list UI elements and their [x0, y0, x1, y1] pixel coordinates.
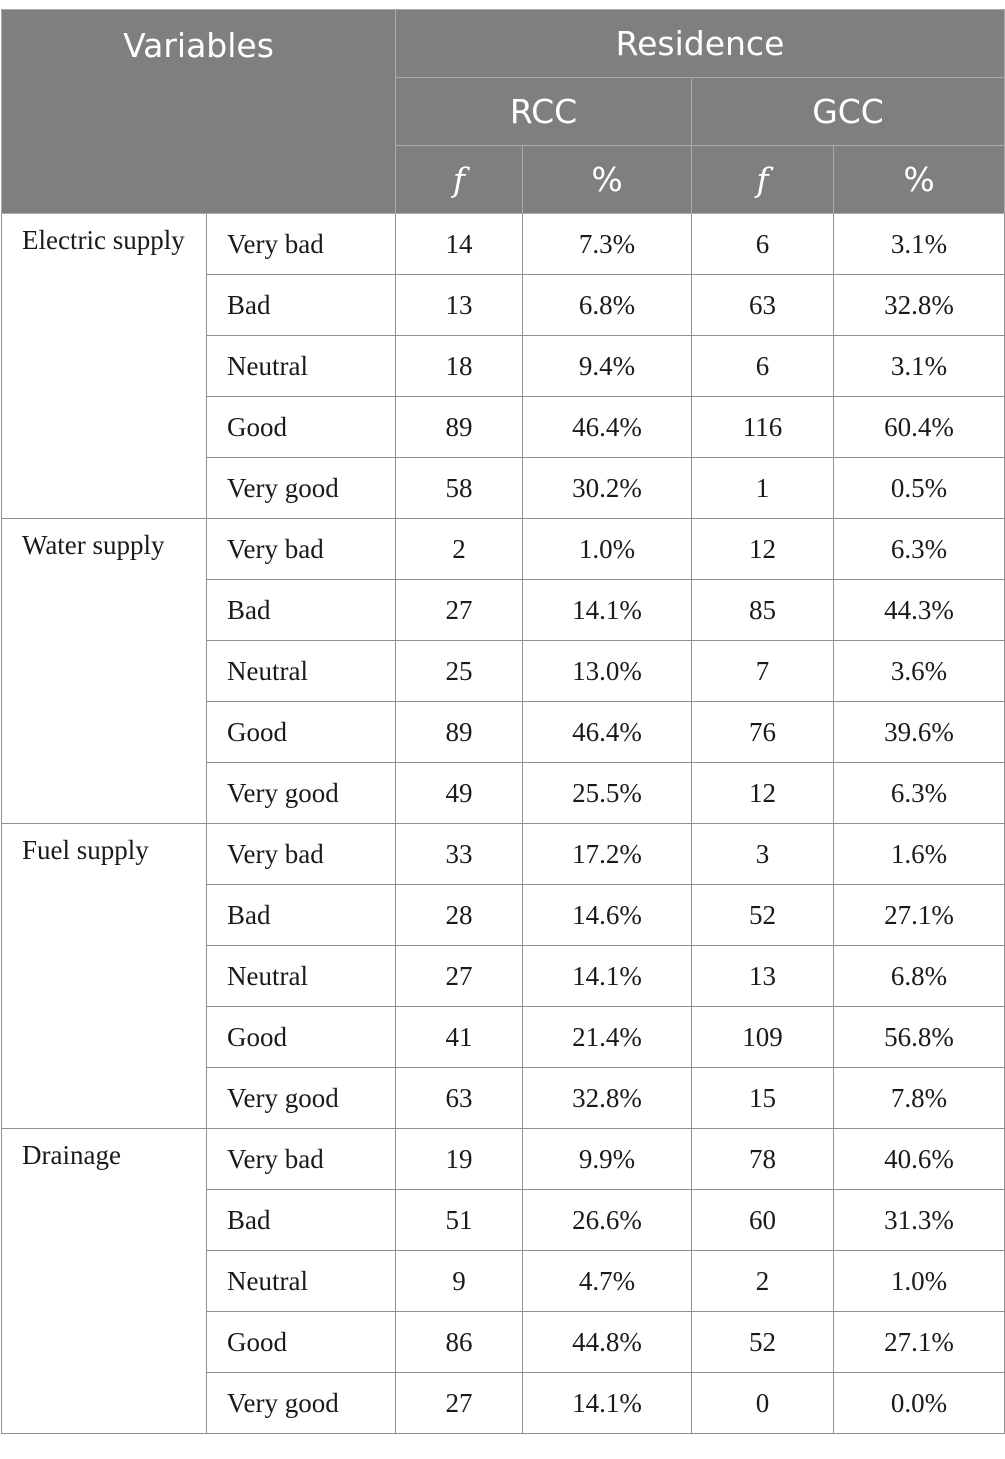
variable-label: Drainage — [22, 1140, 121, 1170]
gcc-pct-cell: 0.0% — [834, 1373, 1005, 1434]
residence-table — [1, 9, 1005, 1434]
rcc-f-cell: 49 — [396, 763, 523, 824]
gcc-f-cell: 1 — [692, 458, 834, 519]
level-cell: Good — [207, 1007, 396, 1068]
rcc-pct-cell: 14.1% — [523, 946, 692, 1007]
header-gcc-f: f — [692, 146, 834, 214]
gcc-pct-cell: 31.3% — [834, 1190, 1005, 1251]
gcc-f-cell: 3 — [692, 824, 834, 885]
gcc-pct-cell: 1.0% — [834, 1251, 1005, 1312]
rcc-pct-cell: 17.2% — [523, 824, 692, 885]
rcc-f-cell: 27 — [396, 580, 523, 641]
variable-label: Electric supply — [22, 225, 185, 255]
level-cell: Good — [207, 1312, 396, 1373]
gcc-f-cell: 6 — [692, 336, 834, 397]
level-cell: Very bad — [207, 519, 396, 580]
variable-cell — [2, 519, 207, 824]
gcc-f-cell: 15 — [692, 1068, 834, 1129]
rcc-pct-cell: 21.4% — [523, 1007, 692, 1068]
header-group-gcc: GCC — [692, 78, 1005, 146]
gcc-pct-cell: 44.3% — [834, 580, 1005, 641]
gcc-f-cell: 60 — [692, 1190, 834, 1251]
rcc-f-cell: 13 — [396, 275, 523, 336]
rcc-f-cell: 18 — [396, 336, 523, 397]
rcc-f-cell: 14 — [396, 214, 523, 275]
table-row — [2, 824, 1005, 885]
gcc-pct-cell: 27.1% — [834, 1312, 1005, 1373]
gcc-pct-cell: 1.6% — [834, 824, 1005, 885]
rcc-pct-cell: 6.8% — [523, 275, 692, 336]
rcc-f-cell: 28 — [396, 885, 523, 946]
rcc-f-cell: 63 — [396, 1068, 523, 1129]
gcc-pct-cell: 3.6% — [834, 641, 1005, 702]
variable-label: Fuel supply — [22, 835, 149, 865]
header-variables: Variables — [2, 10, 396, 214]
rcc-f-cell: 89 — [396, 702, 523, 763]
variable-cell — [2, 214, 207, 519]
gcc-f-cell: 13 — [692, 946, 834, 1007]
header-rcc-pct: % — [523, 146, 692, 214]
rcc-f-cell: 33 — [396, 824, 523, 885]
rcc-pct-cell: 1.0% — [523, 519, 692, 580]
level-cell: Very good — [207, 1373, 396, 1434]
level-cell: Neutral — [207, 336, 396, 397]
rcc-f-cell: 9 — [396, 1251, 523, 1312]
rcc-f-cell: 51 — [396, 1190, 523, 1251]
rcc-pct-cell: 44.8% — [523, 1312, 692, 1373]
table-header — [2, 10, 1005, 214]
gcc-pct-cell: 27.1% — [834, 885, 1005, 946]
level-cell: Bad — [207, 275, 396, 336]
level-cell: Very bad — [207, 1129, 396, 1190]
level-cell: Good — [207, 397, 396, 458]
level-cell: Very bad — [207, 824, 396, 885]
level-cell: Bad — [207, 1190, 396, 1251]
gcc-pct-cell: 32.8% — [834, 275, 1005, 336]
gcc-f-cell: 7 — [692, 641, 834, 702]
gcc-pct-cell: 3.1% — [834, 214, 1005, 275]
rcc-pct-cell: 14.1% — [523, 580, 692, 641]
gcc-f-cell: 52 — [692, 1312, 834, 1373]
level-cell: Very bad — [207, 214, 396, 275]
rcc-pct-cell: 30.2% — [523, 458, 692, 519]
table-body — [2, 214, 1005, 1434]
rcc-pct-cell: 7.3% — [523, 214, 692, 275]
level-cell: Very good — [207, 458, 396, 519]
rcc-pct-cell: 26.6% — [523, 1190, 692, 1251]
rcc-f-cell: 41 — [396, 1007, 523, 1068]
rcc-pct-cell: 9.9% — [523, 1129, 692, 1190]
table-row — [2, 214, 1005, 275]
rcc-pct-cell: 25.5% — [523, 763, 692, 824]
header-residence: Residence — [396, 10, 1005, 78]
gcc-f-cell: 6 — [692, 214, 834, 275]
rcc-f-cell: 25 — [396, 641, 523, 702]
rcc-f-cell: 2 — [396, 519, 523, 580]
header-gcc-pct: % — [834, 146, 1005, 214]
rcc-pct-cell: 46.4% — [523, 397, 692, 458]
gcc-pct-cell: 0.5% — [834, 458, 1005, 519]
gcc-pct-cell: 56.8% — [834, 1007, 1005, 1068]
gcc-f-cell: 116 — [692, 397, 834, 458]
level-cell: Neutral — [207, 1251, 396, 1312]
level-cell: Very good — [207, 763, 396, 824]
gcc-f-cell: 2 — [692, 1251, 834, 1312]
gcc-pct-cell: 40.6% — [834, 1129, 1005, 1190]
rcc-pct-cell: 32.8% — [523, 1068, 692, 1129]
gcc-f-cell: 12 — [692, 763, 834, 824]
gcc-f-cell: 85 — [692, 580, 834, 641]
rcc-f-cell: 86 — [396, 1312, 523, 1373]
rcc-pct-cell: 14.6% — [523, 885, 692, 946]
gcc-pct-cell: 7.8% — [834, 1068, 1005, 1129]
gcc-f-cell: 63 — [692, 275, 834, 336]
rcc-pct-cell: 9.4% — [523, 336, 692, 397]
rcc-pct-cell: 4.7% — [523, 1251, 692, 1312]
level-cell: Bad — [207, 580, 396, 641]
gcc-f-cell: 12 — [692, 519, 834, 580]
gcc-pct-cell: 60.4% — [834, 397, 1005, 458]
table-row — [2, 519, 1005, 580]
variable-cell — [2, 824, 207, 1129]
level-cell: Good — [207, 702, 396, 763]
level-cell: Neutral — [207, 946, 396, 1007]
rcc-f-cell: 58 — [396, 458, 523, 519]
rcc-f-cell: 27 — [396, 1373, 523, 1434]
level-cell: Very good — [207, 1068, 396, 1129]
rcc-f-cell: 89 — [396, 397, 523, 458]
rcc-f-cell: 19 — [396, 1129, 523, 1190]
gcc-f-cell: 76 — [692, 702, 834, 763]
header-rcc-f: f — [396, 146, 523, 214]
gcc-f-cell: 78 — [692, 1129, 834, 1190]
rcc-pct-cell: 46.4% — [523, 702, 692, 763]
rcc-pct-cell: 14.1% — [523, 1373, 692, 1434]
level-cell: Bad — [207, 885, 396, 946]
gcc-pct-cell: 3.1% — [834, 336, 1005, 397]
table-row — [2, 1129, 1005, 1190]
gcc-pct-cell: 6.3% — [834, 519, 1005, 580]
gcc-f-cell: 109 — [692, 1007, 834, 1068]
rcc-f-cell: 27 — [396, 946, 523, 1007]
rcc-pct-cell: 13.0% — [523, 641, 692, 702]
variable-label: Water supply — [22, 530, 165, 560]
gcc-pct-cell: 39.6% — [834, 702, 1005, 763]
gcc-f-cell: 52 — [692, 885, 834, 946]
header-group-rcc: RCC — [396, 78, 692, 146]
gcc-f-cell: 0 — [692, 1373, 834, 1434]
level-cell: Neutral — [207, 641, 396, 702]
gcc-pct-cell: 6.8% — [834, 946, 1005, 1007]
variable-cell — [2, 1129, 207, 1434]
gcc-pct-cell: 6.3% — [834, 763, 1005, 824]
